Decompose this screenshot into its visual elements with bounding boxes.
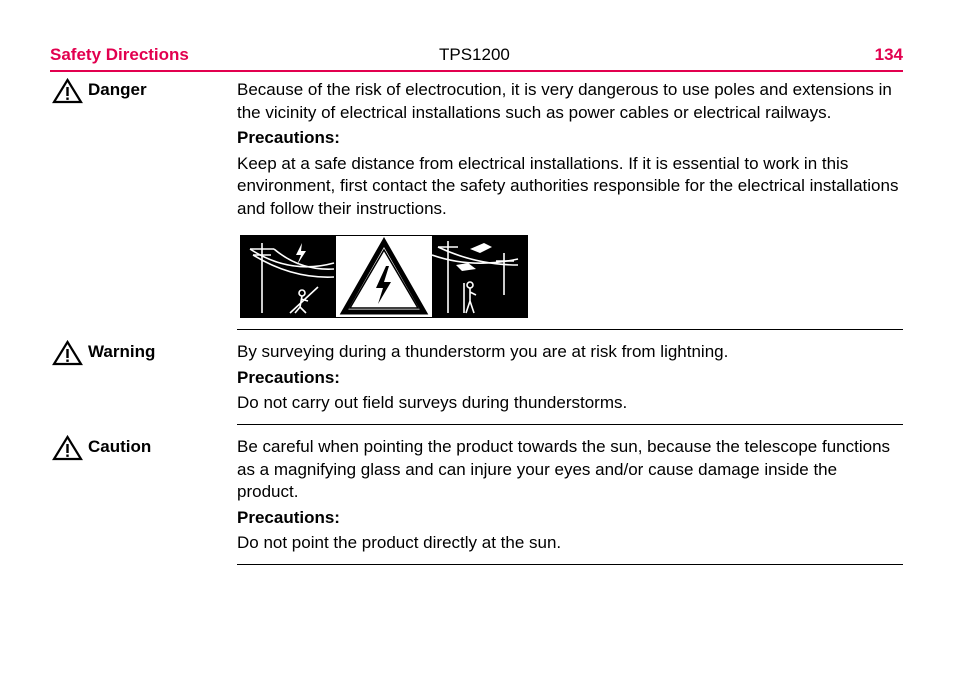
warning-precautions-heading: Precautions: [237,367,340,387]
danger-precautions-text: Keep at a safe distance from electrical installations. If it is essential to work in this environment, first contact the safety authorities responsible for the electrical installations and follow their instructions. [237,153,899,218]
caution-precautions-heading: Precautions: [237,507,340,527]
warning-label-text: Warning [88,342,156,361]
warning-block [237,341,903,415]
caution-description: Be careful when pointing the product towards the sun, because the telescope functions as a magnifying glass and can injure your eyes and/or cause damage inside the product. [237,437,891,501]
caution-block [237,436,903,555]
section-divider [237,424,903,425]
warning-triangle-icon [52,340,83,366]
warning-label [52,342,155,366]
section-title: Safety Directions [50,45,189,64]
warning-triangle-icon [52,435,83,461]
danger-block [237,79,903,220]
caution-label [52,437,151,461]
electrical-hazard-illustration [240,235,528,318]
caution-precautions-text: Do not point the product directly at the sun. [237,533,562,552]
section-divider [237,329,903,330]
warning-triangle-icon [52,78,83,104]
lightning-pole-panel [432,235,528,318]
danger-label-text: Danger [88,80,147,99]
warning-description: By surveying during a thunderstorm you are at risk from lightning. [237,342,729,361]
section-divider [237,564,903,565]
page-header [50,45,903,67]
caution-label-text: Caution [88,437,152,456]
power-lines-worker-panel [240,235,336,318]
page-number: 134 [874,45,903,64]
document-title: TPS1200 [439,45,510,64]
warning-precautions-text: Do not carry out field surveys during thunderstorms. [237,393,628,412]
high-voltage-sign-panel [336,235,432,318]
danger-description: Because of the risk of electrocution, it is very dangerous to use poles and extensions in the vicinity of electrical installations such as power cables or electrical railways. [237,80,892,122]
header-divider [50,70,903,72]
danger-precautions-heading: Precautions: [237,128,340,147]
danger-label [52,80,147,104]
